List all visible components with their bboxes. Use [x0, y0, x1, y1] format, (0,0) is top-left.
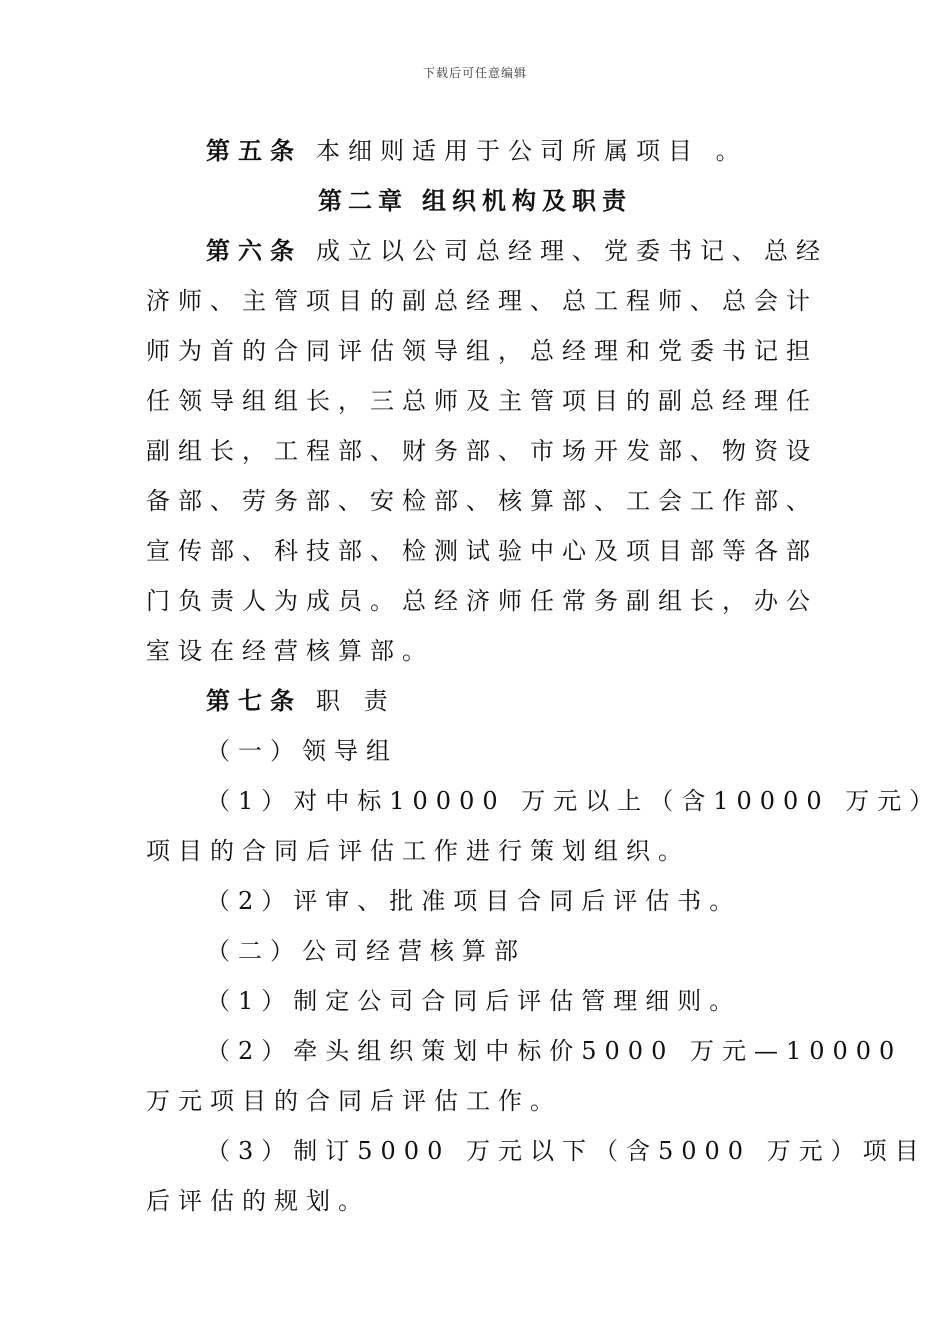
article6-label: 第六条	[206, 236, 302, 265]
chapter2-heading	[0, 186, 950, 216]
article7-line	[206, 686, 806, 716]
section1-heading: （一）领导组	[206, 737, 398, 765]
chapter2-title: 组织机构及职责	[422, 186, 632, 215]
section1-item2: （2）评审、批准项目合同后评估书。	[206, 887, 742, 915]
article6-line-6: 备部、劳务部、安检部、核算部、工会工作部、	[146, 487, 818, 515]
article6-line-1	[206, 236, 828, 266]
article6-line-9: 室设在经营核算部。	[146, 637, 434, 665]
article6-text-0: 成立以公司总经理、党委书记、总经	[316, 237, 828, 265]
article6-line-8: 门负责人为成员。总经济师任常务副组长，办公	[146, 587, 818, 615]
chapter2-label: 第二章	[318, 186, 408, 215]
section2-item2-line2: 万元项目的合同后评估工作。	[146, 1087, 562, 1115]
section2-item3-line1: （3）制订5000 万元以下（含5000 万元）项目	[206, 1137, 927, 1165]
section2-item2-line1: （2）牵头组织策划中标价5000 万元—10000	[206, 1037, 903, 1065]
section2-item1: （1）制定公司合同后评估管理细则。	[206, 987, 742, 1015]
section1-item1-line1: （1）对中标10000 万元以上（含10000 万元）	[206, 787, 942, 815]
article7-text: 职 责	[316, 687, 396, 715]
article5-label: 第五条	[206, 136, 302, 165]
article5-line	[206, 136, 806, 166]
section2-item3-line2: 后评估的规划。	[146, 1187, 370, 1215]
article6-line-3: 师为首的合同评估领导组，总经理和党委书记担	[146, 337, 818, 365]
article6-line-2: 济师、主管项目的副总经理、总工程师、总会计	[146, 287, 818, 315]
header-note: 下载后可任意编辑	[422, 66, 527, 80]
article7-label: 第七条	[206, 686, 302, 715]
section1-item1-line2: 项目的合同后评估工作进行策划组织。	[146, 837, 690, 865]
section2-heading: （二）公司经营核算部	[206, 937, 526, 965]
article6-line-4: 任领导组组长，三总师及主管项目的副总经理任	[146, 387, 818, 415]
article6-line-7: 宣传部、科技部、检测试验中心及项目部等各部	[146, 537, 818, 565]
article5-text: 本细则适用于公司所属项目 。	[316, 137, 748, 165]
article6-line-5: 副组长，工程部、财务部、市场开发部、物资设	[146, 437, 818, 465]
